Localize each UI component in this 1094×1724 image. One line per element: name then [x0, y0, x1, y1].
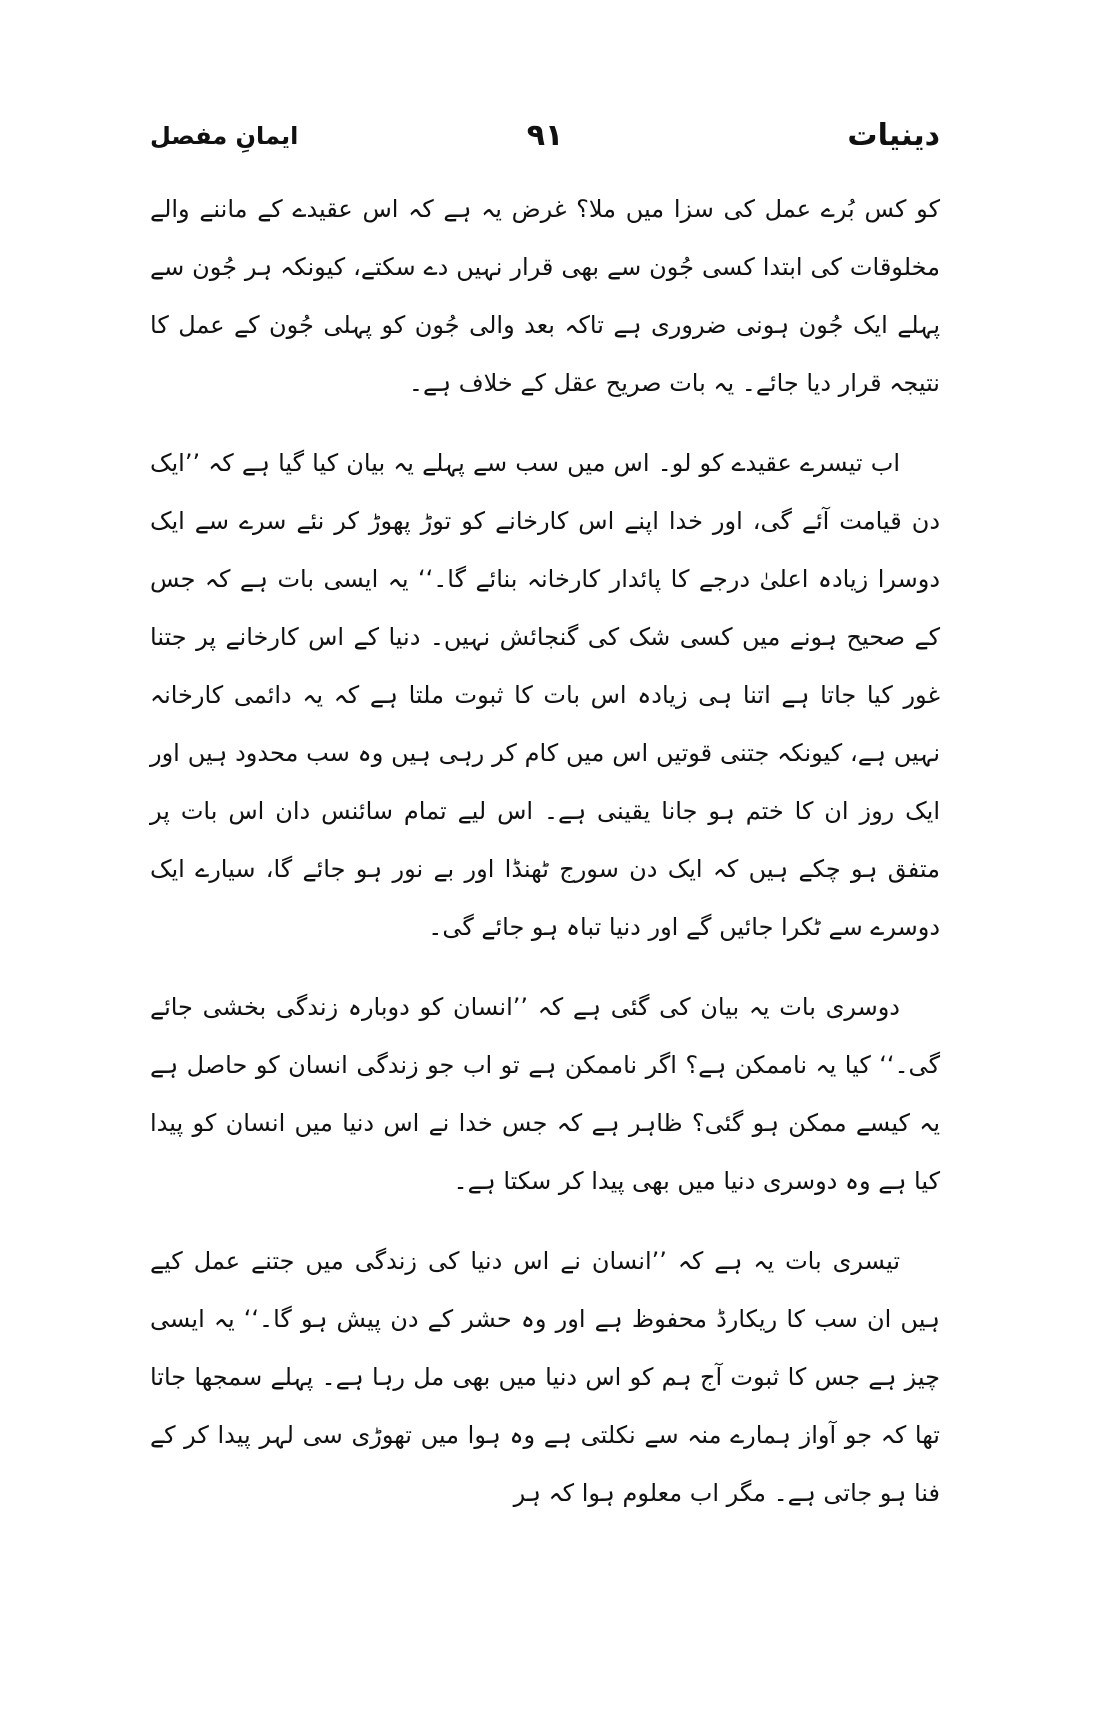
- paragraph-4: تیسری بات یہ ہے کہ ’’انسان نے اس دنیا کی زندگی میں جتنے عمل کیے ہیں ان سب کا ریکارڈ محفوظ ہے اور وہ حشر کے دن پیش ہو گا۔‘‘ یہ ایسی چیز ہے جس کا ثبوت آج ہم کو اس دنیا میں بھی مل رہا ہے۔ پہلے سمجھا جاتا تھا کہ جو آواز ہمارے منہ سے نکلتی ہے وہ ہوا میں تھوڑی سی لہر پیدا کر کے فنا ہو جاتی ہے۔ مگر اب معلوم ہوا کہ ہر: [150, 1247, 940, 1507]
- paragraph-3: دوسری بات یہ بیان کی گئی ہے کہ ’’انسان کو دوبارہ زندگی بخشی جائے گی۔‘‘ کیا یہ ناممکن ہے؟ اگر ناممکن ہے تو اب جو زندگی انسان کو حاصل ہے یہ کیسے ممکن ہو گئی؟ ظاہر ہے کہ جس خدا نے اس دنیا میں انسان کو پیدا کیا ہے وہ دوسری دنیا میں بھی پیدا کر سکتا ہے۔: [150, 993, 940, 1195]
- page-body: [150, 180, 940, 1544]
- paragraph-1: کو کس بُرے عمل کی سزا میں ملا؟ غرض یہ ہے کہ اس عقیدے کے ماننے والے مخلوقات کی ابتدا کسی جُون سے بھی قرار نہیں دے سکتے، کیونکہ ہر جُون سے پہلے ایک جُون ہونی ضروری ہے تاکہ بعد والی جُون کو پہلی جُون کے عمل کا نتیجہ قرار دیا جائے۔ یہ بات صریح عقل کے خلاف ہے۔: [150, 195, 940, 397]
- paragraph-2: اب تیسرے عقیدے کو لو۔ اس میں سب سے پہلے یہ بیان کیا گیا ہے کہ ’’ایک دن قیامت آئے گی، اور خدا اپنے اس کارخانے کو توڑ پھوڑ کر نئے سرے سے ایک دوسرا زیادہ اعلیٰ درجے کا پائدار کارخانہ بنائے گا۔‘‘ یہ ایسی بات ہے کہ جس کے صحیح ہونے میں کسی شک کی گنجائش نہیں۔ دنیا کے اس کارخانے پر جتنا غور کیا جاتا ہے اتنا ہی زیادہ اس بات کا ثبوت ملتا ہے کہ یہ دائمی کارخانہ نہیں ہے، کیونکہ جتنی قوتیں اس میں کام کر رہی ہیں وہ سب محدود ہیں اور ایک روز ان کا ختم ہو جانا یقینی ہے۔ اس لیے تمام سائنس دان اس بات پر متفق ہو چکے ہیں کہ ایک دن سورج ٹھنڈا اور بے نور ہو جائے گا، سیارے ایک دوسرے سے ٹکرا جائیں گے اور دنیا تباہ ہو جائے گی۔: [150, 449, 940, 941]
- page-header: [150, 118, 940, 168]
- chapter-title: ایمانِ مفصل: [150, 122, 299, 150]
- book-title: دینیات: [847, 118, 940, 153]
- page-number: ۹۱: [526, 118, 564, 153]
